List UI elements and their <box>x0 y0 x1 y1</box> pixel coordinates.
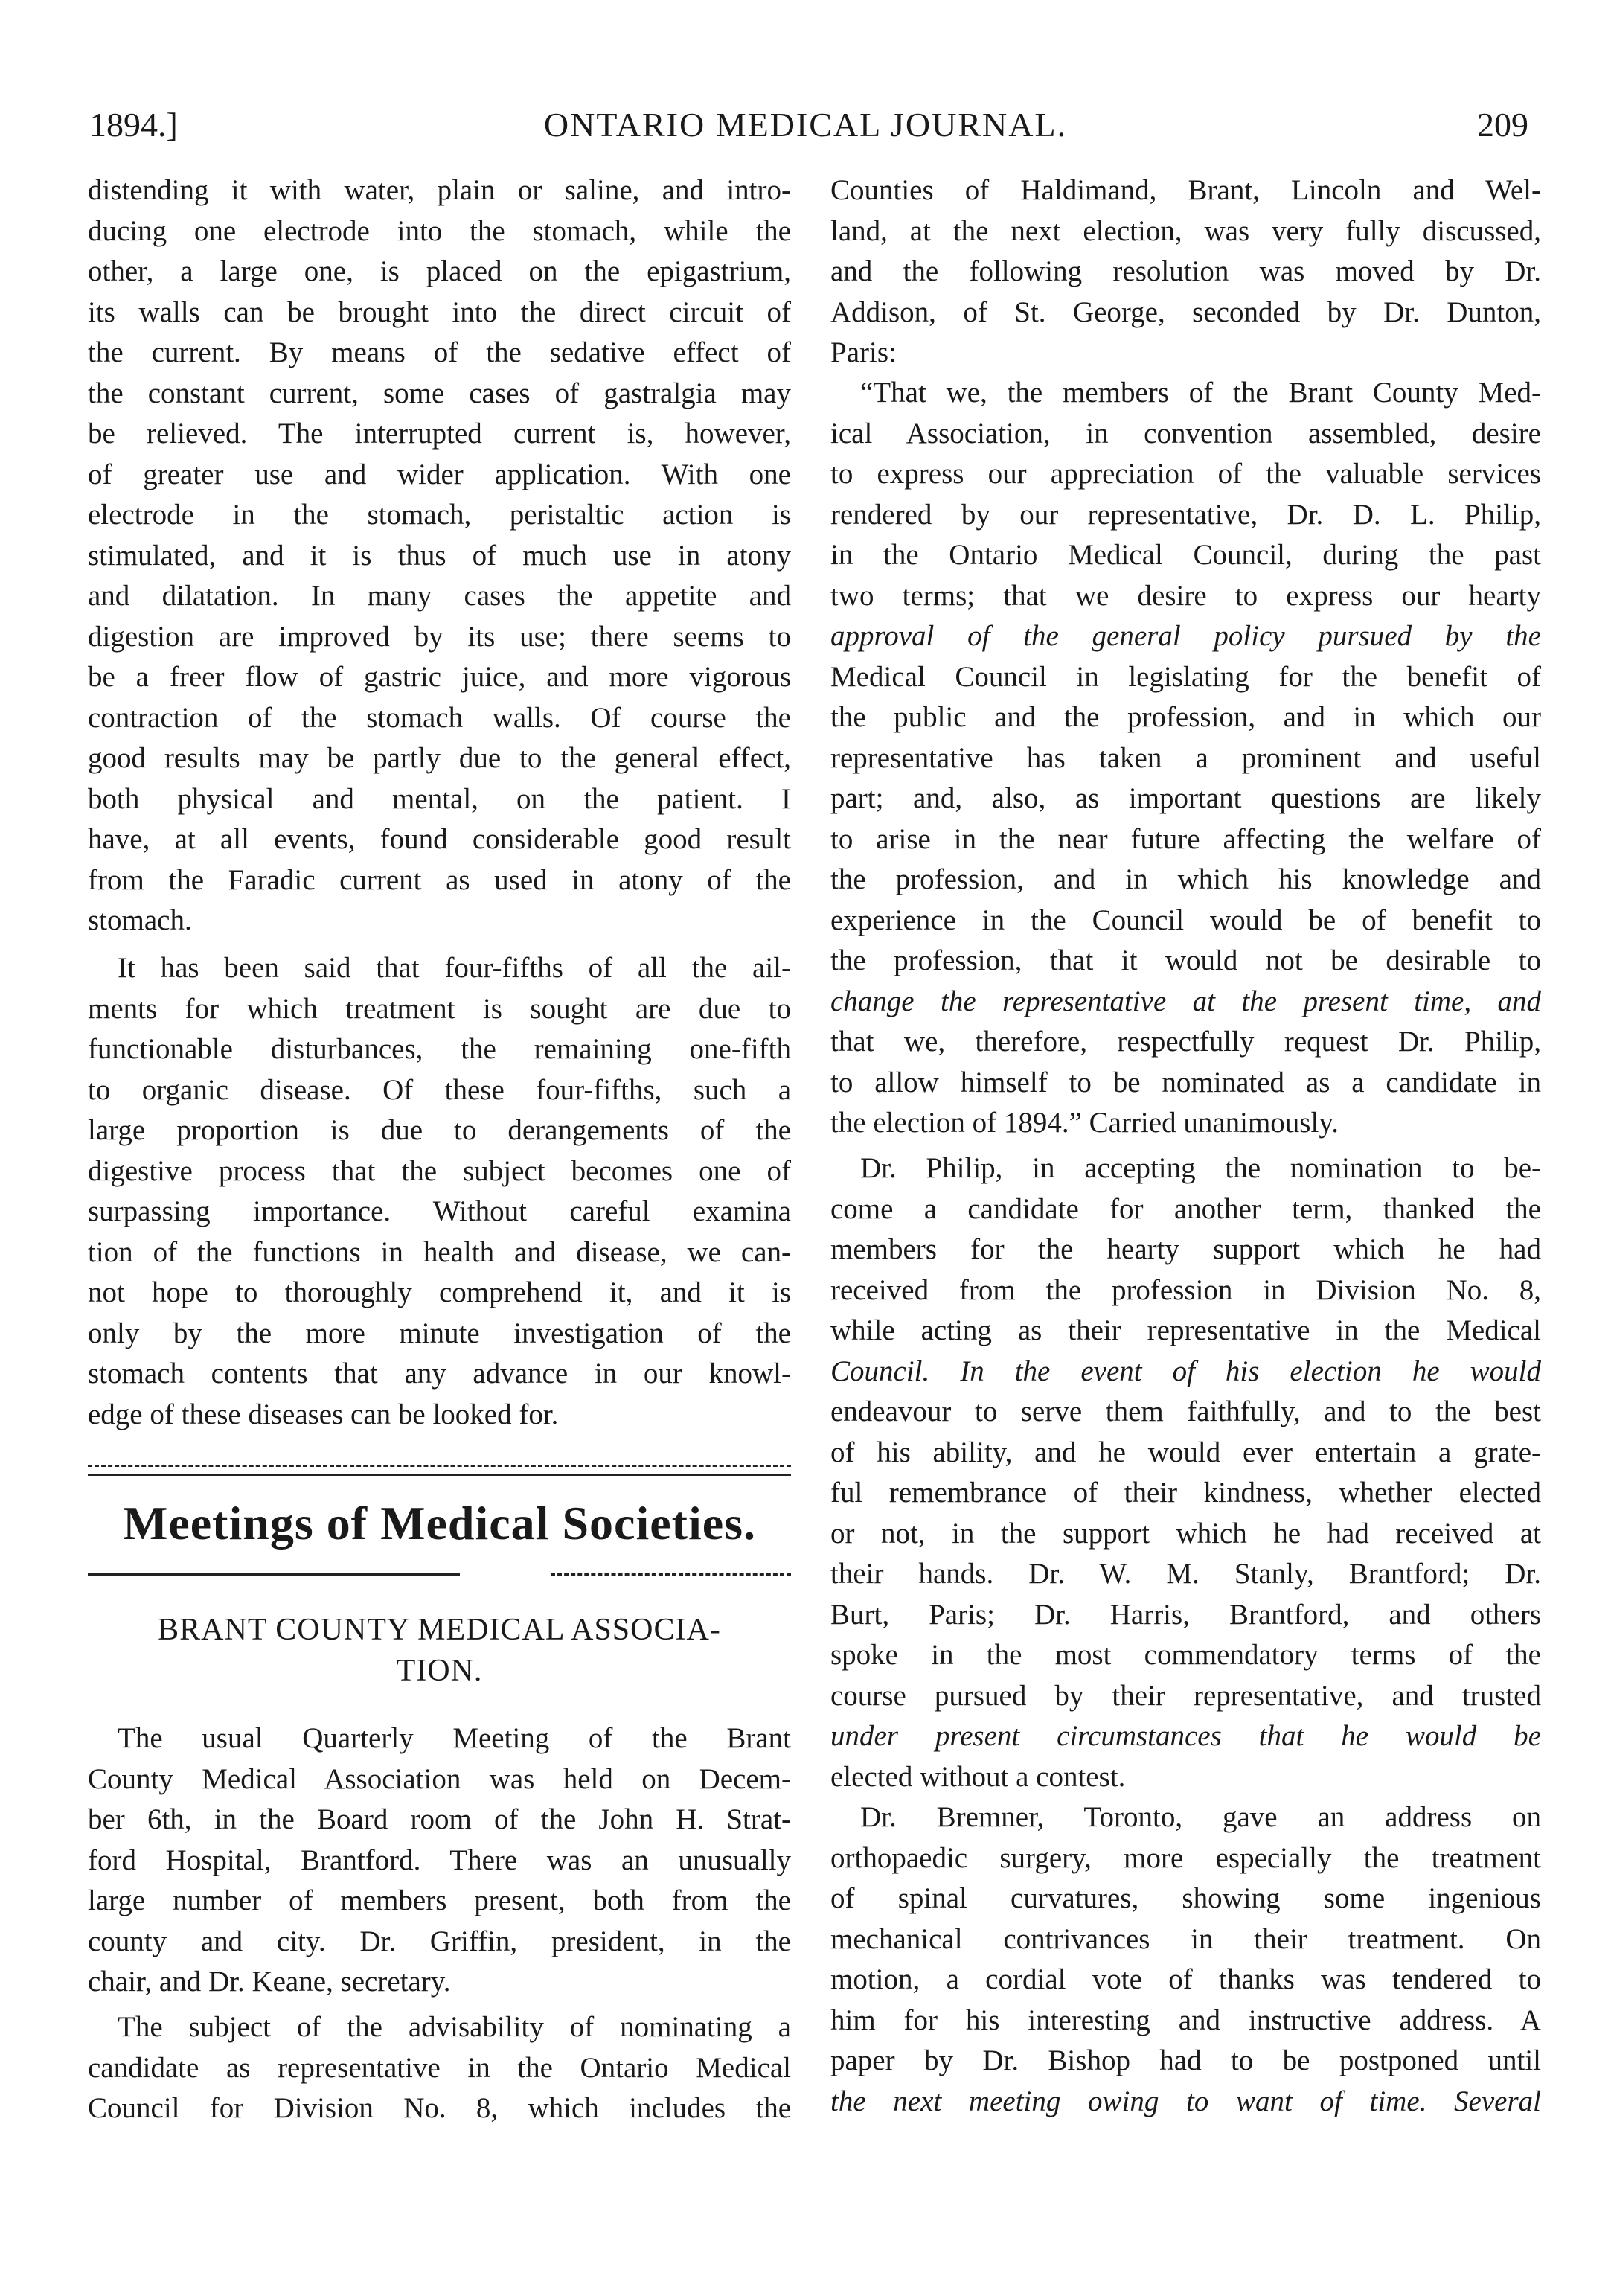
text-line: contraction of the stomach walls. Of course the <box>88 701 791 734</box>
text-line: ber 6th, in the Board room of the John H. Strat- <box>88 1803 791 1835</box>
text-line: experience in the Council would be of benefit to <box>830 904 1541 936</box>
text-line: the public and the profession, and in which our <box>830 701 1541 733</box>
text-line: be relieved. The interrupted current is, however, <box>88 418 791 450</box>
paragraph <box>830 373 1541 1144</box>
text-line: Medical Council in legislating for the benefit of <box>830 660 1541 693</box>
article-heading-line: TION. <box>396 1653 483 1688</box>
text-line: tion of the functions in health and disease, we can- <box>88 1235 791 1268</box>
text-line: of his ability, and he would ever entertain a grate- <box>830 1436 1541 1468</box>
text-line: large proportion is due to derangements of the <box>88 1114 791 1146</box>
text-line: received from the profession in Division No. 8, <box>830 1273 1541 1306</box>
text-line: Addison, of St. George, seconded by Dr. Dunton, <box>830 295 1541 328</box>
text-line: It has been said that four-fifths of all the ail- <box>118 952 791 984</box>
text-line: to arise in the near future affecting the welfare of <box>830 822 1541 855</box>
text-line: change the representative at the present time, and <box>830 985 1541 1017</box>
text-line: of greater use and wider application. With one <box>88 458 791 490</box>
page-number: 209 <box>1477 106 1528 144</box>
divider-rule <box>551 1573 791 1576</box>
divider-rule <box>88 1474 791 1476</box>
text-line: The usual Quarterly Meeting of the Brant <box>118 1722 791 1754</box>
text-line: the election of 1894.” Carried unanimously. <box>830 1107 1339 1139</box>
text-line: digestion are improved by its use; there seems to <box>88 620 791 653</box>
text-line: their hands. Dr. W. M. Stanly, Brantford; Dr. <box>830 1558 1541 1590</box>
text-line: representative has taken a prominent and useful <box>830 741 1541 774</box>
text-line: surpassing importance. Without careful examina <box>88 1195 791 1227</box>
text-line: him for his interesting and instructive address. A <box>830 2004 1541 2036</box>
paragraph <box>830 1797 1541 2122</box>
text-line: chair, and Dr. Keane, secretary. <box>88 1966 451 1998</box>
paragraph <box>88 1718 791 2003</box>
text-line: only by the more minute investigation of the <box>88 1317 791 1349</box>
section-heading: Meetings of Medical Societies. <box>122 1497 757 1550</box>
article-heading-line: BRANT COUNTY MEDICAL ASSOCIA- <box>158 1613 721 1647</box>
text-line: members for the hearty support which he had <box>830 1233 1541 1265</box>
text-line: and dilatation. In many cases the appetite and <box>88 580 791 612</box>
text-line: to allow himself to be nominated as a candidate in <box>830 1066 1541 1099</box>
text-line: elected without a contest. <box>830 1760 1126 1793</box>
article-heading <box>88 1610 791 1691</box>
text-line: both physical and mental, on the patient. I <box>88 782 791 815</box>
text-line: under present circumstances that he would be <box>830 1720 1541 1752</box>
text-line: functionable disturbances, the remaining one-fifth <box>88 1033 791 1065</box>
text-line: “That we, the members of the Brant County Med- <box>860 377 1541 409</box>
journal-title: ONTARIO MEDICAL JOURNAL. <box>543 106 1068 144</box>
text-line: ical Association, in convention assembled, desire <box>830 417 1541 450</box>
text-line: ford Hospital, Brantford. There was an unusually <box>88 1843 791 1876</box>
text-line: that we, therefore, respectfully request Dr. Philip, <box>830 1026 1541 1058</box>
text-line: the profession, that it would not be desirable to <box>830 944 1541 976</box>
text-line: paper by Dr. Bishop had to be postponed until <box>830 2044 1541 2076</box>
text-line: its walls can be brought into the direct circuit of <box>88 295 791 328</box>
text-line: ful remembrance of their kindness, whether elected <box>830 1477 1541 1509</box>
text-line: large number of members present, both from the <box>88 1884 791 1916</box>
text-line: stomach contents that any advance in our knowl- <box>88 1358 791 1390</box>
text-line: orthopaedic surgery, more especially the treatment <box>830 1841 1541 1874</box>
text-line: come a candidate for another term, thanked the <box>830 1192 1541 1225</box>
text-line: stimulated, and it is thus of much use in atony <box>88 539 791 572</box>
text-line: ducing one electrode into the stomach, while the <box>88 214 791 247</box>
text-line: the current. By means of the sedative effect of <box>88 336 791 368</box>
text-line: rendered by our representative, Dr. D. L. Philip, <box>830 498 1541 531</box>
text-line: Counties of Haldimand, Brant, Lincoln and Wel- <box>830 174 1541 206</box>
text-line: from the Faradic current as used in atony of the <box>88 863 791 896</box>
text-line: ments for which treatment is sought are due to <box>88 992 791 1025</box>
text-line: Council for Division No. 8, which includes the <box>88 2092 791 2124</box>
text-line: course pursued by their representative, and trusted <box>830 1679 1541 1712</box>
text-line: stomach. <box>88 904 192 936</box>
divider-rule <box>88 1573 460 1576</box>
text-line: endeavour to serve them faithfully, and to the best <box>830 1395 1541 1427</box>
text-line: approval of the general policy pursued by the <box>830 620 1541 652</box>
text-line: motion, a cordial vote of thanks was tendered to <box>830 1963 1541 1995</box>
text-line: county and city. Dr. Griffin, president, in the <box>88 1925 791 1957</box>
text-line: the profession, and in which his knowledge and <box>830 863 1541 895</box>
text-line: Council. In the event of his election he would <box>830 1355 1541 1387</box>
text-line: The subject of the advisability of nominating a <box>118 2011 791 2043</box>
paragraph <box>88 2007 791 2129</box>
text-line: while acting as their representative in the Medical <box>830 1314 1541 1346</box>
text-line: in the Ontario Medical Council, during the past <box>830 539 1541 571</box>
text-line: land, at the next election, was very fully discussed, <box>830 214 1541 247</box>
text-line: be a freer flow of gastric juice, and more vigorous <box>88 661 791 693</box>
text-line: the constant current, some cases of gastralgia may <box>88 377 791 409</box>
running-head-year: 1894.] <box>89 106 178 144</box>
text-line: Paris: <box>830 336 897 368</box>
text-line: mechanical contrivances in their treatment. On <box>830 1922 1541 1955</box>
paragraph <box>830 1148 1541 1797</box>
text-line: other, a large one, is placed on the epigastrium, <box>88 255 791 287</box>
text-line: candidate as representative in the Ontario Medical <box>88 2051 791 2084</box>
text-line: not hope to thoroughly comprehend it, and it is <box>88 1276 791 1308</box>
text-line: Dr. Philip, in accepting the nomination to be- <box>860 1152 1541 1184</box>
text-line: edge of these diseases can be looked for. <box>88 1398 559 1430</box>
text-line: of spinal curvatures, showing some ingenious <box>830 1882 1541 1914</box>
text-line: to organic disease. Of these four-fifths, such a <box>88 1073 791 1106</box>
text-line: Burt, Paris; Dr. Harris, Brantford, and others <box>830 1598 1541 1631</box>
text-line: County Medical Association was held on Decem- <box>88 1762 791 1795</box>
paragraph <box>830 170 1541 374</box>
text-line: or not, in the support which he had received at <box>830 1517 1541 1550</box>
text-line: Dr. Bremner, Toronto, gave an address on <box>860 1801 1541 1833</box>
text-line: electrode in the stomach, peristaltic action is <box>88 499 791 531</box>
text-line: two terms; that we desire to express our hearty <box>830 579 1541 612</box>
text-line: have, at all events, found considerable good result <box>88 823 791 855</box>
text-line: good results may be partly due to the general effect, <box>88 742 791 774</box>
text-line: digestive process that the subject becomes one of <box>88 1154 791 1187</box>
divider-rule <box>88 1465 791 1467</box>
text-line: part; and, also, as important questions are likely <box>830 782 1541 814</box>
text-line: and the following resolution was moved by Dr. <box>830 255 1541 287</box>
text-line: spoke in the most commendatory terms of the <box>830 1639 1541 1671</box>
paragraph <box>88 170 791 941</box>
text-line: to express our appreciation of the valuable services <box>830 458 1541 490</box>
text-line: the next meeting owing to want of time. Several <box>830 2085 1541 2117</box>
paragraph <box>88 948 791 1435</box>
text-line: distending it with water, plain or saline, and intro- <box>88 174 791 206</box>
